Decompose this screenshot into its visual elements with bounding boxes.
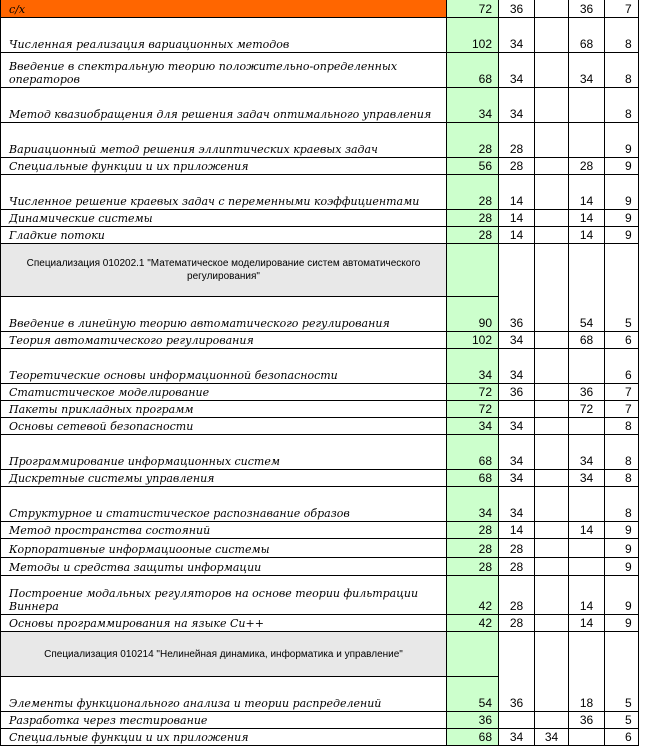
lecture-hours-cell: 36	[499, 0, 535, 18]
lab-hours-cell: 36	[569, 0, 605, 18]
table-row	[0, 522, 655, 539]
course-name-cell: Специальные функции и их приложения	[0, 158, 447, 175]
semester-cell: 9	[605, 210, 639, 227]
lecture-hours-cell: 36	[499, 297, 535, 332]
total-hours-cell: 68	[447, 470, 499, 487]
seminar-hours-cell	[535, 158, 569, 175]
seminar-hours-cell	[535, 88, 569, 123]
total-hours-cell: 54	[447, 677, 499, 712]
seminar-hours-cell	[535, 297, 569, 332]
semester-cell	[605, 632, 639, 677]
course-name-cell: Разработка через тестирование	[0, 712, 447, 729]
semester-cell: 5	[605, 297, 639, 332]
lecture-hours-cell: 34	[499, 729, 535, 746]
specialization-header-row	[0, 244, 655, 297]
specialization-header-row	[0, 632, 655, 677]
total-hours-cell: 34	[447, 487, 499, 522]
course-name-cell: Численное решение краевых задач с переменными коэффициентами	[0, 175, 447, 210]
total-hours-cell: 28	[447, 227, 499, 244]
table-row	[0, 175, 655, 210]
course-name-cell: Статистическое моделирование	[0, 384, 447, 401]
total-hours-cell	[447, 632, 499, 677]
course-name-cell: Построение модальных регуляторов на основе теории фильтрации Виннера	[0, 576, 447, 615]
total-hours-cell: 102	[447, 332, 499, 349]
course-name-cell: Основы сетевой безопасности	[0, 418, 447, 435]
lecture-hours-cell: 34	[499, 53, 535, 88]
lecture-hours-cell	[499, 712, 535, 729]
course-name-cell: Программирование информационных систем	[0, 435, 447, 470]
lab-hours-cell	[569, 418, 605, 435]
course-name-cell: Метод пространства состояний	[0, 522, 447, 539]
lab-hours-cell: 14	[569, 175, 605, 210]
total-hours-cell: 68	[447, 729, 499, 746]
lecture-hours-cell: 28	[499, 615, 535, 632]
semester-cell: 5	[605, 677, 639, 712]
lab-hours-cell	[569, 632, 605, 677]
table-row	[0, 123, 655, 158]
lecture-hours-cell	[499, 401, 535, 418]
seminar-hours-cell	[535, 677, 569, 712]
seminar-hours-cell	[535, 244, 569, 297]
semester-cell: 9	[605, 576, 639, 615]
total-hours-cell	[447, 244, 499, 297]
course-name-cell: Теория автоматического регулирования	[0, 332, 447, 349]
lecture-hours-cell: 34	[499, 470, 535, 487]
total-hours-cell: 68	[447, 435, 499, 470]
table-row	[0, 227, 655, 244]
lab-hours-cell: 36	[569, 712, 605, 729]
lab-hours-cell: 14	[569, 615, 605, 632]
semester-cell: 8	[605, 418, 639, 435]
seminar-hours-cell	[535, 712, 569, 729]
table-row	[0, 384, 655, 401]
seminar-hours-cell	[535, 632, 569, 677]
total-hours-cell: 28	[447, 539, 499, 558]
semester-cell: 8	[605, 435, 639, 470]
seminar-hours-cell	[535, 53, 569, 88]
lecture-hours-cell: 34	[499, 418, 535, 435]
lecture-hours-cell: 36	[499, 384, 535, 401]
table-row	[0, 53, 655, 88]
course-name-cell: Теоретические основы информационной безопасности	[0, 349, 447, 384]
total-hours-cell: 34	[447, 88, 499, 123]
seminar-hours-cell: 34	[535, 729, 569, 746]
table-row	[0, 435, 655, 470]
seminar-hours-cell	[535, 349, 569, 384]
semester-cell: 9	[605, 522, 639, 539]
lab-hours-cell	[569, 539, 605, 558]
seminar-hours-cell	[535, 418, 569, 435]
lecture-hours-cell: 28	[499, 558, 535, 576]
semester-cell: 8	[605, 470, 639, 487]
course-name-cell: Введение в спектральную теорию положительно-определенных операторов	[0, 53, 447, 88]
lab-hours-cell: 68	[569, 332, 605, 349]
lab-hours-cell: 34	[569, 435, 605, 470]
total-hours-cell: 102	[447, 18, 499, 53]
lab-hours-cell	[569, 558, 605, 576]
lab-hours-cell: 14	[569, 227, 605, 244]
semester-cell: 8	[605, 88, 639, 123]
total-hours-cell: 28	[447, 558, 499, 576]
semester-cell: 9	[605, 558, 639, 576]
course-name-cell: Корпоративные информациооные системы	[0, 539, 447, 558]
course-name-cell: Структурное и статистическое распознавание образов	[0, 487, 447, 522]
course-name-cell: Основы программирования на языке Си++	[0, 615, 447, 632]
course-name-cell: Пакеты прикладных программ	[0, 401, 447, 418]
lab-hours-cell: 14	[569, 576, 605, 615]
total-hours-cell: 36	[447, 712, 499, 729]
table-row	[0, 88, 655, 123]
semester-cell: 7	[605, 384, 639, 401]
table-row	[0, 158, 655, 175]
lab-hours-cell: 34	[569, 53, 605, 88]
semester-cell: 9	[605, 539, 639, 558]
semester-cell: 9	[605, 175, 639, 210]
semester-cell: 9	[605, 615, 639, 632]
seminar-hours-cell	[535, 332, 569, 349]
total-hours-cell: 28	[447, 522, 499, 539]
total-hours-cell: 72	[447, 384, 499, 401]
semester-cell: 5	[605, 712, 639, 729]
course-name-cell: с/х	[0, 0, 447, 18]
total-hours-cell: 56	[447, 158, 499, 175]
lecture-hours-cell: 14	[499, 522, 535, 539]
seminar-hours-cell	[535, 522, 569, 539]
seminar-hours-cell	[535, 558, 569, 576]
lecture-hours-cell: 36	[499, 677, 535, 712]
course-name-cell: Дискретные системы управления	[0, 470, 447, 487]
table-row	[0, 712, 655, 729]
table-row	[0, 297, 655, 332]
total-hours-cell: 42	[447, 615, 499, 632]
total-hours-cell: 28	[447, 123, 499, 158]
course-name-cell: Специализация 010202.1 "Математическое моделирование систем автоматического регулирования"	[0, 244, 447, 297]
lecture-hours-cell: 34	[499, 349, 535, 384]
lab-hours-cell: 18	[569, 677, 605, 712]
lecture-hours-cell: 28	[499, 576, 535, 615]
lecture-hours-cell: 14	[499, 210, 535, 227]
total-hours-cell: 72	[447, 0, 499, 18]
total-hours-cell: 34	[447, 349, 499, 384]
table-row	[0, 539, 655, 558]
course-name-cell: Гладкие потоки	[0, 227, 447, 244]
course-name-cell: Специализация 010214 "Нелинейная динамика, информатика и управление"	[0, 632, 447, 677]
semester-cell: 9	[605, 227, 639, 244]
table-row	[0, 615, 655, 632]
seminar-hours-cell	[535, 487, 569, 522]
lecture-hours-cell: 14	[499, 227, 535, 244]
total-hours-cell: 90	[447, 297, 499, 332]
total-hours-cell: 72	[447, 401, 499, 418]
table-row	[0, 332, 655, 349]
semester-cell: 8	[605, 18, 639, 53]
seminar-hours-cell	[535, 123, 569, 158]
semester-cell	[605, 244, 639, 297]
seminar-hours-cell	[535, 576, 569, 615]
table-row	[0, 558, 655, 576]
total-hours-cell: 68	[447, 53, 499, 88]
semester-cell: 6	[605, 349, 639, 384]
lab-hours-cell	[569, 487, 605, 522]
seminar-hours-cell	[535, 227, 569, 244]
seminar-hours-cell	[535, 435, 569, 470]
semester-cell: 7	[605, 401, 639, 418]
course-name-cell: Динамические системы	[0, 210, 447, 227]
lecture-hours-cell: 34	[499, 487, 535, 522]
lab-hours-cell	[569, 123, 605, 158]
seminar-hours-cell	[535, 615, 569, 632]
lab-hours-cell	[569, 244, 605, 297]
table-row	[0, 487, 655, 522]
course-name-cell: Методы и средства защиты информации	[0, 558, 447, 576]
semester-cell: 6	[605, 729, 639, 746]
seminar-hours-cell	[535, 18, 569, 53]
course-name-cell: Введение в линейную теорию автоматического регулирования	[0, 297, 447, 332]
lab-hours-cell: 68	[569, 18, 605, 53]
course-name-cell: Численная реализация вариационных методов	[0, 18, 447, 53]
lab-hours-cell: 54	[569, 297, 605, 332]
table-row	[0, 0, 655, 18]
table-row	[0, 18, 655, 53]
lecture-hours-cell: 14	[499, 175, 535, 210]
lecture-hours-cell: 28	[499, 158, 535, 175]
semester-cell: 8	[605, 487, 639, 522]
lecture-hours-cell	[499, 632, 535, 677]
seminar-hours-cell	[535, 175, 569, 210]
seminar-hours-cell	[535, 210, 569, 227]
seminar-hours-cell	[535, 539, 569, 558]
course-name-cell: Метод квазиобращения для решения задач оптимального управления	[0, 88, 447, 123]
semester-cell: 9	[605, 158, 639, 175]
lecture-hours-cell: 28	[499, 539, 535, 558]
lab-hours-cell	[569, 349, 605, 384]
lecture-hours-cell: 34	[499, 435, 535, 470]
table-row	[0, 576, 655, 615]
lab-hours-cell	[569, 88, 605, 123]
course-name-cell: Элементы функционального анализа и теории распределений	[0, 677, 447, 712]
table-row	[0, 349, 655, 384]
seminar-hours-cell	[535, 384, 569, 401]
lecture-hours-cell: 34	[499, 332, 535, 349]
semester-cell: 8	[605, 53, 639, 88]
course-name-cell: Вариационный метод решения эллиптических краевых задач	[0, 123, 447, 158]
total-hours-cell: 28	[447, 175, 499, 210]
lecture-hours-cell: 34	[499, 18, 535, 53]
table-row	[0, 470, 655, 487]
semester-cell: 7	[605, 0, 639, 18]
semester-cell: 6	[605, 332, 639, 349]
lecture-hours-cell: 28	[499, 123, 535, 158]
table-row	[0, 401, 655, 418]
semester-cell: 9	[605, 123, 639, 158]
total-hours-cell: 34	[447, 418, 499, 435]
seminar-hours-cell	[535, 0, 569, 18]
seminar-hours-cell	[535, 470, 569, 487]
total-hours-cell: 28	[447, 210, 499, 227]
lab-hours-cell: 14	[569, 522, 605, 539]
seminar-hours-cell	[535, 401, 569, 418]
course-name-cell: Специальные функции и их приложения	[0, 729, 447, 746]
lab-hours-cell: 14	[569, 210, 605, 227]
lecture-hours-cell	[499, 244, 535, 297]
table-row	[0, 677, 655, 712]
lab-hours-cell: 34	[569, 470, 605, 487]
table-row	[0, 729, 655, 746]
lecture-hours-cell: 34	[499, 88, 535, 123]
table-row	[0, 418, 655, 435]
total-hours-cell: 42	[447, 576, 499, 615]
lab-hours-cell: 72	[569, 401, 605, 418]
lab-hours-cell: 28	[569, 158, 605, 175]
lab-hours-cell: 36	[569, 384, 605, 401]
lab-hours-cell	[569, 729, 605, 746]
table-row	[0, 210, 655, 227]
